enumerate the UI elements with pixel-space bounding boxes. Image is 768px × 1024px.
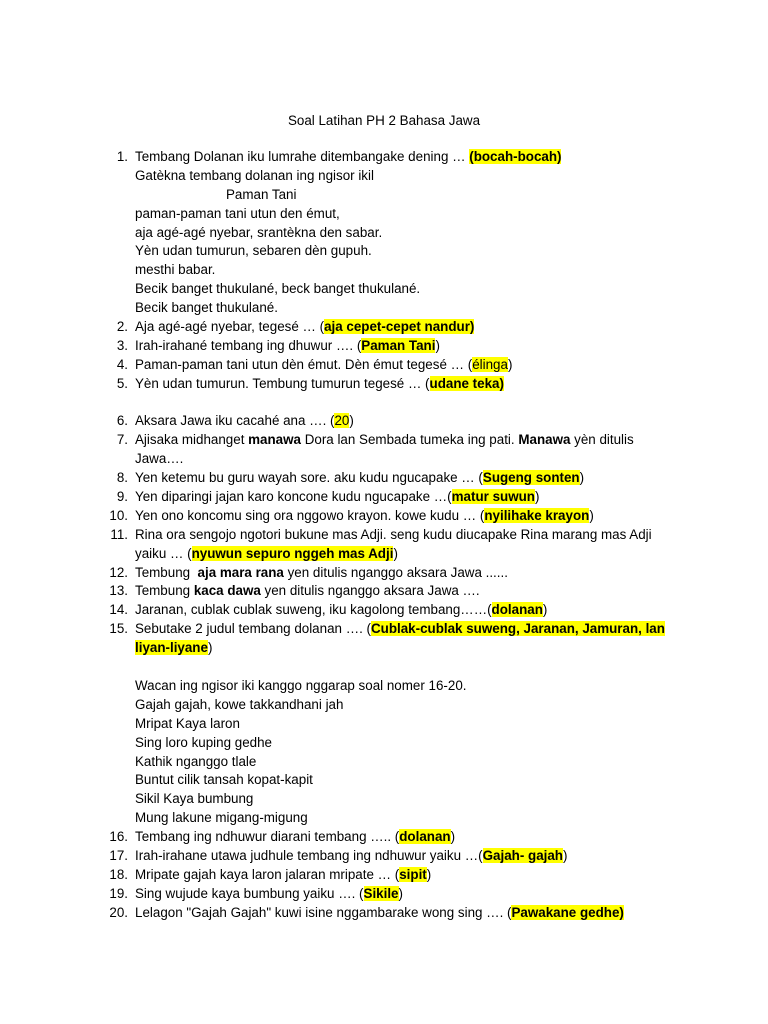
bold-word: manawa bbox=[248, 432, 301, 448]
answer-highlight: Pawakane gedhe) bbox=[511, 904, 624, 920]
question-text: Sebutake 2 judul tembang dolanan …. ( bbox=[135, 621, 371, 637]
answer-highlight: nyuwun sepuro nggeh mas Adji bbox=[191, 545, 394, 561]
answer-highlight: udane teka) bbox=[429, 375, 504, 391]
question-7: 7. Ajisaka midhanget manawa Dora lan Sembada tumeka ing pati. Manawa yèn ditulis bbox=[0, 431, 768, 450]
answer-highlight: Paman Tani bbox=[361, 337, 436, 353]
question-number: 3. bbox=[116, 337, 128, 353]
question-8: 8. Yen ketemu bu guru wayah sore. aku kudu ngucapake … (Sugeng sonten) bbox=[0, 469, 768, 488]
instruction-text: Gatèkna tembang dolanan ing ngisor ikil bbox=[135, 167, 374, 183]
question-number: 10. bbox=[109, 507, 128, 523]
question-number: 14. bbox=[109, 602, 128, 618]
answer-highlight: Gajah- gajah bbox=[482, 847, 563, 863]
question-number: 9. bbox=[116, 489, 128, 505]
poem-line: Becik banget thukulané, beck banget thukulané. bbox=[135, 281, 421, 297]
question-number: 2. bbox=[116, 319, 128, 335]
poem-line: Mripat Kaya laron bbox=[135, 715, 240, 731]
question-16: 16. Tembang ing ndhuwur diarani tembang ….. (dolanan) bbox=[0, 828, 768, 847]
question-text: Irah-irahane utawa judhule tembang ing ndhuwur yaiku …( bbox=[135, 847, 483, 863]
question-18: 18. Mripate gajah kaya laron jalaran mripate … (sipit) bbox=[0, 866, 768, 885]
question-text: Mripate gajah kaya laron jalaran mripate … ( bbox=[135, 866, 400, 882]
question-text: Lelagon "Gajah Gajah" kuwi isine nggambarake wong sing …. ( bbox=[135, 904, 512, 920]
question-number: 8. bbox=[116, 470, 128, 486]
question-number: 6. bbox=[116, 413, 128, 429]
poem-line: Yèn udan tumurun, sebaren dèn gupuh. bbox=[135, 243, 372, 259]
answer-highlight: matur suwun bbox=[451, 489, 535, 505]
question-number: 16. bbox=[109, 829, 128, 845]
question-2 bbox=[0, 318, 768, 337]
question-4: 4. Paman-paman tani utun dèn émut. Dèn émut tegesé … (élinga) bbox=[0, 356, 768, 375]
question-14: 14. Jaranan, cublak cublak suweng, iku kagolong tembang……(dolanan) bbox=[0, 601, 768, 620]
question-text: Paman-paman tani utun dèn émut. Dèn émut tegesé … ( bbox=[135, 356, 473, 372]
question-text: Tembang ing ndhuwur diarani tembang ….. ( bbox=[135, 829, 400, 845]
answer-highlight: dolanan bbox=[491, 602, 543, 618]
question-number: 5. bbox=[116, 375, 128, 391]
question-12: 12. Tembung aja mara rana yen ditulis nganggo aksara Jawa ...... bbox=[0, 564, 768, 583]
bold-word: aja mara rana bbox=[197, 564, 284, 580]
question-text: Yen ketemu bu guru wayah sore. aku kudu ngucapake … ( bbox=[135, 470, 483, 486]
instruction-text: Wacan ing ngisor iki kanggo nggarap soal nomer 16-20. bbox=[135, 677, 467, 693]
question-1 bbox=[0, 148, 768, 167]
question-text: Rina ora sengojo ngotori bukune mas Adji. seng kudu diucapake Rina marang mas Adji bbox=[135, 526, 652, 542]
question-text-continued: Jawa…. bbox=[135, 451, 184, 467]
answer-highlight: Sikile bbox=[363, 885, 399, 901]
page-title: Soal Latihan PH 2 Bahasa Jawa bbox=[287, 113, 481, 128]
poem-line: Becik banget thukulané. bbox=[135, 300, 278, 316]
answer-highlight: liyan-liyane bbox=[135, 640, 208, 656]
poem-line: paman-paman tani utun den émut, bbox=[135, 205, 340, 221]
answer-highlight: sipit bbox=[399, 866, 427, 882]
poem-line: Kathik nganggo tlale bbox=[135, 753, 257, 769]
poem-line: Sikil Kaya bumbung bbox=[135, 791, 254, 807]
question-15 bbox=[0, 620, 768, 639]
question-5 bbox=[0, 375, 768, 394]
question-13: 13. Tembung kaca dawa yen ditulis nganggo aksara Jawa …. bbox=[0, 582, 768, 601]
answer-highlight: élinga bbox=[472, 356, 508, 372]
question-text: Tembang Dolanan iku lumrahe ditembangake dening … bbox=[135, 149, 470, 164]
poem-title: Paman Tani bbox=[226, 186, 297, 202]
question-11 bbox=[0, 526, 768, 545]
answer-highlight: 20 bbox=[334, 413, 350, 429]
spacer bbox=[0, 658, 768, 677]
question-number: 7. bbox=[116, 432, 128, 448]
answer-highlight: nyilihake krayon bbox=[484, 507, 590, 523]
answer-highlight: aja cepet-cepet nandur) bbox=[324, 319, 475, 335]
answer-highlight: (bocah-bocah) bbox=[469, 149, 562, 164]
poem-line: aja agé-agé nyebar, srantèkna den sabar. bbox=[135, 224, 383, 240]
question-number: 1. bbox=[116, 149, 128, 164]
question-number: 18. bbox=[109, 866, 128, 882]
question-3: 3. Irah-irahané tembang ing dhuwur …. (Paman Tani) bbox=[0, 337, 768, 356]
question-19: 19. Sing wujude kaya bumbung yaiku …. (Sikile) bbox=[0, 885, 768, 904]
poem-line: Buntut cilik tansah kopat-kapit bbox=[135, 772, 313, 788]
poem-line: mesthi babar. bbox=[135, 262, 216, 278]
answer-highlight: dolanan bbox=[399, 829, 451, 845]
answer-highlight: Sugeng sonten bbox=[482, 470, 580, 486]
question-number: 13. bbox=[109, 583, 128, 599]
poem-line: Gajah gajah, kowe takkandhani jah bbox=[135, 696, 344, 712]
question-list: 1. Tembang Dolanan iku lumrahe ditembangake dening … (bocah-bocah) Gatèkna tembang dolanan ing ngisor ikil Paman Tani paman-paman tani utun den émut, aja agé-agé nyebar, srantèkna den sabar. Yèn udan tumurun, sebaren dèn gupuh. mesthi babar. Becik banget thukulané, beck banget thukulané. Becik banget thukulané. 2. Aja agé-agé nyebar, tegesé … (aja cepet-cepet nandur) 3. Irah-irahané tembang ing dhuwur …. (Paman Tani) 4. Paman-paman tani utun dèn émut. Dèn émut tegesé … (élinga) 5. Yèn udan tumurun. Tembung tumurun tegesé … (udane teka) 6. Aksara Jawa iku cacahé ana …. (20) 7. Ajisaka midhanget manawa Dora lan Sembada tumeka ing pati. Manawa yèn ditulis Jawa…. 8. Yen ketemu bu guru wayah sore. aku kudu ngucapake … (Sugeng sonten) 9. Yen diparingi jajan karo koncone kudu ngucapake …(matur suwun) 10. Yen ono koncomu sing ora nggowo krayon. kowe kudu … (nyilihake krayon) 11. Rina ora sengojo ngotori bukune mas Adji. seng kudu diucapake Rina marang mas Adji yaiku … (nyuwun sepuro nggeh mas Adji) 12. Tembung aja mara rana yen ditulis nganggo aksara Jawa ...... 13. Tembung kaca dawa yen ditulis nganggo aksara Jawa …. 14. Jaranan, cublak cublak suweng, iku kagolong tembang……(dolanan) 15. Sebutake 2 judul tembang dolanan …. (Cublak-cublak suweng, Jaranan, Jamuran, lan liyan-liyane) Wacan ing ngisor iki kanggo nggarap soal nomer 16-20. Gajah gajah, kowe takkandhani jah Mripat Kaya laron Sing loro kuping gedhe Kathik nganggo tlale Buntut cilik tansah kopat-kapit Sikil Kaya bumbung Mung lakune migang-migung 16. Tembang ing ndhuwur diarani tembang ….. (dolanan) 17. Irah-irahane utawa judhule tembang ing ndhuwur yaiku …(Gajah- gajah) 18. Mripate gajah kaya laron jalaran mripate … (sipit) 19. Sing wujude kaya bumbung yaiku …. (Sikile) 20. Lelagon "Gajah Gajah" kuwi isine nggambarake wong sing …. (Pawakane gedhe) bbox=[0, 148, 768, 923]
answer-highlight: Cublak-cublak suweng, Jaranan, Jamuran, lan bbox=[370, 621, 665, 637]
question-text: Jaranan, cublak cublak suweng, iku kagolong tembang……( bbox=[135, 602, 492, 618]
question-text: Aja agé-agé nyebar, tegesé … ( bbox=[135, 319, 325, 335]
question-number: 11. bbox=[110, 526, 128, 542]
question-number: 19. bbox=[109, 885, 128, 901]
bold-word: Manawa bbox=[518, 432, 571, 448]
question-number: 12. bbox=[109, 564, 128, 580]
question-number: 20. bbox=[109, 904, 128, 920]
question-6: 6. Aksara Jawa iku cacahé ana …. (20) bbox=[0, 412, 768, 431]
question-text: Yèn udan tumurun. Tembung tumurun tegesé … ( bbox=[135, 375, 430, 391]
poem-line: Sing loro kuping gedhe bbox=[135, 734, 272, 750]
question-number: 15. bbox=[109, 621, 128, 637]
question-20 bbox=[0, 904, 768, 923]
question-number: 17. bbox=[109, 847, 128, 863]
question-text: Yen ono koncomu sing ora nggowo krayon. kowe kudu … ( bbox=[135, 507, 485, 523]
question-17: 17. Irah-irahane utawa judhule tembang ing ndhuwur yaiku …(Gajah- gajah) bbox=[0, 847, 768, 866]
question-text-continued: yaiku … ( bbox=[135, 545, 192, 561]
question-text: Yen diparingi jajan karo koncone kudu ngucapake …( bbox=[135, 489, 452, 505]
question-text: Aksara Jawa iku cacahé ana …. ( bbox=[135, 413, 335, 429]
question-text: Irah-irahané tembang ing dhuwur …. ( bbox=[135, 337, 362, 353]
poem-line: Mung lakune migang-migung bbox=[135, 810, 308, 826]
question-text: Sing wujude kaya bumbung yaiku …. ( bbox=[135, 885, 364, 901]
question-9: 9. Yen diparingi jajan karo koncone kudu ngucapake …(matur suwun) bbox=[0, 488, 768, 507]
question-number: 4. bbox=[116, 356, 128, 372]
spacer bbox=[0, 394, 768, 413]
question-10: 10. Yen ono koncomu sing ora nggowo krayon. kowe kudu … (nyilihake krayon) bbox=[0, 507, 768, 526]
bold-word: kaca dawa bbox=[193, 583, 261, 599]
